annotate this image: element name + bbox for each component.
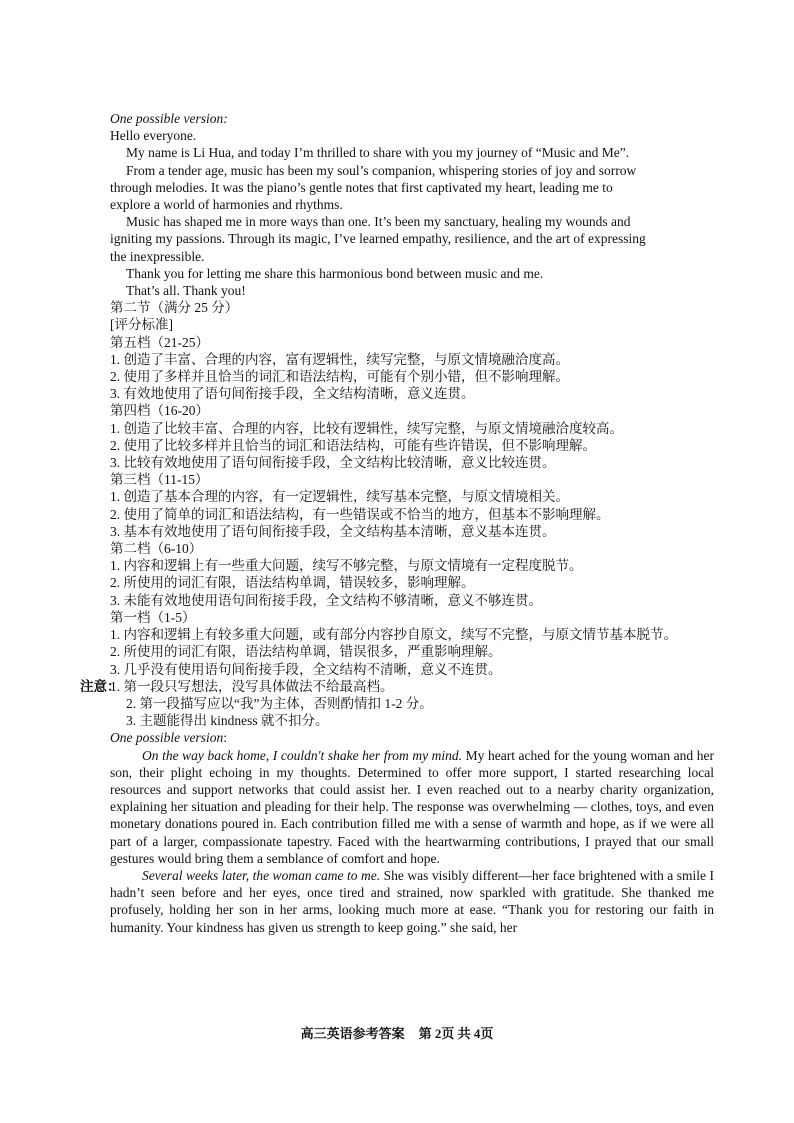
band-item: 1. 创造了比较丰富、合理的内容，比较有逻辑性，续写完整，与原文情境融洽度较高。 <box>110 420 623 436</box>
band-1 <box>110 609 714 678</box>
band-3 <box>110 471 714 540</box>
band-title: 第三档（11-15） <box>110 472 209 488</box>
essay-greeting: Hello everyone. <box>110 128 197 144</box>
band-item: 1. 内容和逻辑上有一些重大问题，续写不够完整，与原文情境有一定程度脱节。 <box>110 558 583 574</box>
sample-essay-1 <box>110 110 714 299</box>
band-item: 3. 未能有效地使用语句间衔接手段，全文结构不够清晰，意义不够连贯。 <box>110 592 542 608</box>
band-2 <box>110 540 714 609</box>
essay-line: Thank you for letting me share this harmonious bond between music and me. <box>126 265 544 281</box>
band-title: 第四档（16-20） <box>110 403 209 419</box>
note-item: 3. 主题能得出 kindness 就不扣分。 <box>126 713 329 729</box>
essay-line: From a tender age, music has been my soul’s companion, whispering stories of joy and sorrow <box>126 162 637 178</box>
band-title: 第五档（21-25） <box>110 334 209 350</box>
page-number: 第 2页 共 4页 <box>418 1026 494 1041</box>
band-item: 3. 基本有效地使用了语句间衔接手段，全文结构基本清晰，意义基本连贯。 <box>110 523 556 539</box>
band-item: 1. 创造了丰富、合理的内容，富有逻辑性，续写完整，与原文情境融洽度高。 <box>110 351 569 367</box>
band-item: 2. 所使用的词汇有限，语法结构单调，错误很多，严重影响理解。 <box>110 644 502 660</box>
paragraph-body: She was visibly different—her face brightened with a smile I hadn’t seen before and her eyes, once tired and strained, now sparkled with gratitude. She thanked me profusely, holding her son in her arms, looking much more at ease. “Thank you for restoring our faith in humanity. Your kindness has given us strength to keep going.” she said, her <box>110 867 715 935</box>
band-item: 2. 使用了比较多样并且恰当的词汇和语法结构，可能有些许错误，但不影响理解。 <box>110 437 596 453</box>
essay-line: through melodies. It was the piano’s gentle notes that first captivated my heart, leading me to <box>110 179 613 195</box>
note-item: 2. 第一段描写应以“我”为主体，否则酌情扣 1-2 分。 <box>126 695 433 711</box>
paragraph-lead-sentence: On the way back home, I couldn't shake her from my mind. <box>142 747 463 763</box>
sample-continuation <box>110 729 714 935</box>
criteria-label: [评分标准] <box>110 317 173 333</box>
band-item: 2. 所使用的词汇有限，语法结构单调，错误较多，影响理解。 <box>110 575 475 591</box>
band-4 <box>110 402 714 471</box>
band-item: 2. 使用了简单的词汇和语法结构，有一些错误或不恰当的地方，但基本不影响理解。 <box>110 506 610 522</box>
page-footer <box>0 1025 794 1042</box>
band-title: 第一档（1-5） <box>110 609 196 625</box>
band-title: 第二档（6-10） <box>110 541 203 557</box>
note-item: 1. 第一段只写想法，没写具体做法不给最高档。 <box>110 678 394 694</box>
continuation-paragraph-1 <box>110 747 714 867</box>
footer-title: 高三英语参考答案 <box>300 1026 405 1041</box>
essay-line: igniting my passions. Through its magic, I’ve learned empathy, resilience, and the art of expressing <box>110 231 646 247</box>
note-label: 注意： <box>80 678 121 694</box>
essay-line: That’s all. Thank you! <box>126 283 246 299</box>
band-item: 2. 使用了多样并且恰当的词汇和语法结构，可能有个别小错，但不影响理解。 <box>110 369 569 385</box>
band-item: 1. 内容和逻辑上有较多重大问题，或有部分内容抄自原文，续写不完整，与原文情节基本脱节。 <box>110 627 677 643</box>
essay-line: explore a world of harmonies and rhythms. <box>110 197 343 213</box>
paragraph-lead-sentence: Several weeks later, the woman came to me. <box>142 867 381 883</box>
band-item: 3. 比较有效地使用了语句间衔接手段，全文结构比较清晰，意义比较连贯。 <box>110 455 556 471</box>
band-item: 3. 几乎没有使用语句间衔接手段，全文结构不清晰，意义不连贯。 <box>110 661 502 677</box>
essay-line: Music has shaped me in more ways than one. It’s been my sanctuary, healing my wounds and <box>126 214 631 230</box>
notes-block <box>80 678 714 730</box>
essay-line: the inexpressible. <box>110 248 205 264</box>
scoring-section <box>80 299 714 729</box>
answer-page <box>80 110 715 936</box>
band-item: 3. 有效地使用了语句间衔接手段，全文结构清晰，意义连贯。 <box>110 386 475 402</box>
essay-line: My name is Li Hua, and today I’m thrilled to share with you my journey of “Music and Me”. <box>126 145 630 161</box>
section-title: 第二节（满分 25 分） <box>110 300 239 316</box>
version-label-2: One possible version: <box>110 730 227 746</box>
band-item: 1. 创造了基本合理的内容，有一定逻辑性，续写基本完整，与原文情境相关。 <box>110 489 569 505</box>
continuation-paragraph-2 <box>110 867 714 936</box>
version-label: One possible version: <box>110 111 228 126</box>
paragraph-body: My heart ached for the young woman and her son, their plight echoing in my thoughts. Determined to offer more support, I started researching local resources and support networks that could assist her. I even reached out to a nearby charity organization, explaining her situation and pleading for their help. The response was overwhelming — clothes, toys, and even monetary donations poured in. Each contribution filled me with a sense of warmth and hope, as if we were all part of a larger, compassionate tapestry. Faced with the heartwarming contributions, I prayed that our small gestures would bring them a semblance of comfort and hope. <box>110 747 714 866</box>
band-5 <box>110 334 714 403</box>
